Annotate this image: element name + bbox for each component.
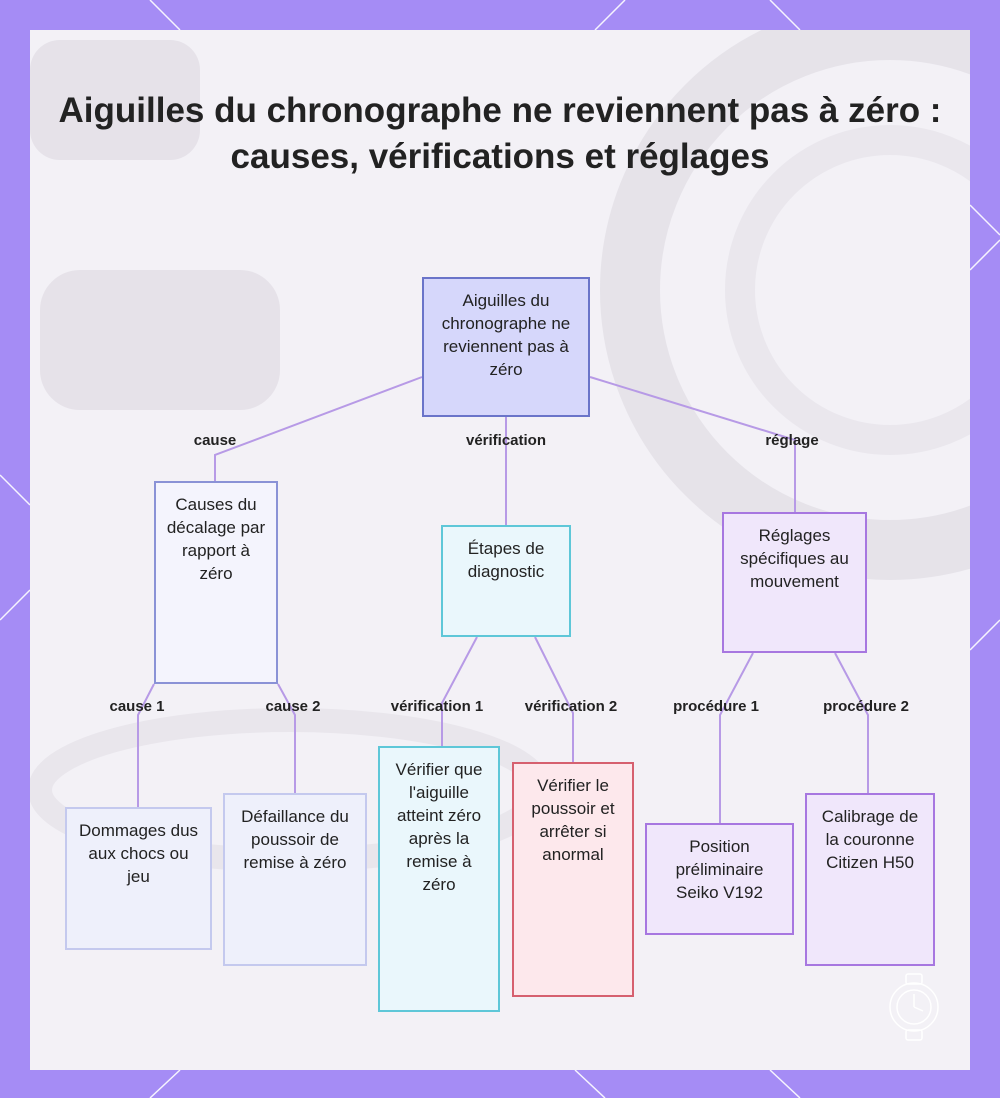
edge-label-verification-1: vérification 1 — [390, 698, 484, 715]
node-root-label: Aiguilles du chronographe ne reviennent pas à zéro — [441, 291, 571, 379]
node-verifier-poussoir — [512, 762, 634, 997]
node-causes — [154, 481, 278, 684]
node-causes-label: Causes du décalage par rapport à zéro — [166, 495, 266, 583]
node-calibrage-citizen — [805, 793, 935, 966]
node-defaillance — [223, 793, 367, 966]
node-reglages — [722, 512, 867, 653]
edge-label-procedure-1: procédure 1 — [673, 698, 759, 715]
node-diagnostic — [441, 525, 571, 637]
edge-label-cause-2: cause 2 — [265, 698, 321, 715]
node-root — [422, 277, 590, 417]
node-calibrage-citizen-label: Calibrage de la couronne Citizen H50 — [821, 807, 919, 872]
node-verifier-aiguille-label: Vérifier que l'aiguille atteint zéro après la remise à zéro — [395, 760, 483, 894]
node-verifier-aiguille — [378, 746, 500, 1012]
node-position-seiko-label: Position préliminaire Seiko V192 — [675, 837, 764, 902]
node-position-seiko — [645, 823, 794, 935]
node-diagnostic-label: Étapes de diagnostic — [467, 539, 545, 581]
node-dommages — [65, 807, 212, 950]
node-defaillance-label: Défaillance du poussoir de remise à zéro — [241, 807, 349, 872]
node-reglages-label: Réglages spécifiques au mouvement — [740, 526, 849, 591]
edge-label-verification-2: vérification 2 — [524, 698, 618, 715]
page-title: Aiguilles du chronographe ne reviennent pas à zéro : causes, vérifications et réglages — [58, 91, 942, 176]
edge-label-verification: vérification — [465, 432, 547, 449]
edge-label-procedure-2: procédure 2 — [823, 698, 909, 715]
edge-label-cause: cause — [193, 432, 237, 449]
node-verifier-poussoir-label: Vérifier le poussoir et arrêter si anormal — [531, 776, 615, 864]
edge-label-cause-1: cause 1 — [109, 698, 165, 715]
watch-logo-icon — [886, 972, 942, 1042]
diagram-panel — [30, 30, 970, 1070]
edge-label-reglage: réglage — [765, 432, 819, 449]
node-dommages-label: Dommages dus aux chocs ou jeu — [78, 821, 199, 886]
